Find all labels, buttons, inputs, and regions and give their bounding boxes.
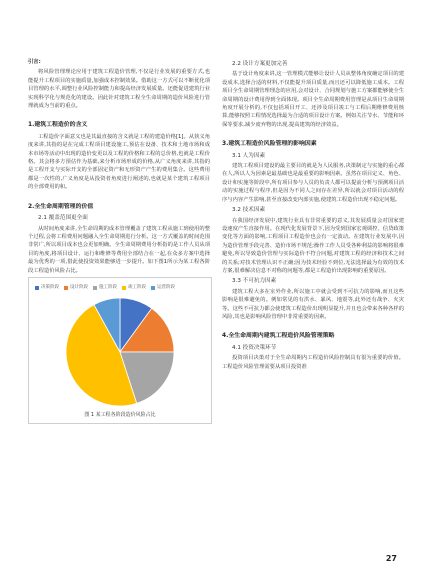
legend-label: 竣工阶段 — [128, 284, 146, 290]
section-3-3-paragraph: 建筑工程大多在室外作业,所以施工中就会受到不可抗力的影响,而且这些影响是很难避免的。例如常见的有洪水、暴风、地震等,此外还有战争、火灾等。这些不可抗力都会使建筑工程造价出现明显提升,并且也会带来各种各样的风险,其也是影响风险管理中非常重要的因素。 — [222, 288, 404, 320]
section-2-heading: 2.全生命周期管理的价值 — [28, 203, 94, 210]
intro-paragraph: 将风险管理理论应用于建筑工程造价管理,不仅是行业发展的重要方式,也能提升工程项目的实施质量,加强成本控制效果。借助这一方式可以不断优化项目管理的水平,调整行业风险控制能力和提高经济发展质量。还能促进建筑行业实现科学化与规范化的建设。因此针对建筑工程全生命周期的造价风险进行管理就成为当前的重点。 — [28, 69, 210, 110]
chart-legend — [35, 284, 207, 292]
subsection-3-1-heading: 3.1 人为因素 — [232, 152, 266, 159]
legend-item — [122, 284, 146, 292]
pie-chart-figure — [28, 277, 212, 424]
subsection-2-1-heading: 2.1 覆盖范围更全面 — [38, 215, 88, 222]
legend-label: 设计阶段 — [70, 284, 88, 290]
legend-swatch — [122, 286, 126, 290]
subsection-2-2-heading: 2.2 设计方案更加完善 — [232, 61, 288, 67]
right-column — [222, 58, 404, 372]
legend-swatch — [64, 286, 68, 290]
left-column — [28, 58, 210, 424]
section-3-1-paragraph: 建筑工程项目建设的最主要目的就是为人民服务,决策制定与实施的重心都在人,所以人为因素是最基础也是最重要的影响因素。虽然在项目定义、角色、设计和实施等阶段中,所有项目参与人员的负责人都可以提前分析与预测项目活动的实施过程与程序,但是因为不同人之间存在差异,所以就会对项目活动的程序与内容产生影响,甚至直接改变内部实施,使建筑工程造价出现不稳定问题。 — [222, 163, 404, 203]
page-number: 27 — [385, 554, 397, 563]
legend-label: 决策阶段 — [41, 284, 59, 290]
legend-item — [35, 284, 59, 292]
section-3-heading: 3.建筑工程造价风险管理的影响因素 — [222, 141, 317, 148]
section-2-2-paragraph: 基于设计角度来讲,这一管理模式能够让设计人员从整体角度确定项目的建设成本,选择合适的材料,不仅能提升项目质量,而且还可以降低施工成本。工程项目全生命周期管理理念的应用,会对设计、合同规划与施工方案都能够使全生命周期的设计费用得到全面体现。项目全生命周期费用管理是从项目生命周期角度开展分析的,不仅包括项目开工、还涉及项目竣工与工程后期维修费用核算,能够按照工程情况选择最为合适的项目设计方案。例如关注节水、节能和环保等要求,减少废弃物的出现,提高建筑的经济效益。 — [222, 71, 404, 128]
section-4-heading: 4.全生命周期内建筑工程造价风险管理策略 — [222, 333, 335, 340]
section-4-1-paragraph: 投资项目决策对于全生命周期内工程造价风险控制具有很为重要的价值。工程造价风险管理需要从项目投资准 — [222, 355, 404, 370]
pie-chart — [64, 296, 176, 408]
legend-item — [93, 284, 117, 292]
figure-caption: 图 1 某工程各阶段造价风险占比 — [84, 411, 156, 418]
legend-item — [151, 284, 175, 292]
legend-label: 施工阶段 — [99, 284, 117, 290]
legend-swatch — [35, 286, 39, 290]
subsection-3-3-heading: 3.3 不可抗力因素 — [232, 278, 277, 285]
subsection-3-2-heading: 3.2 技术因素 — [232, 207, 266, 214]
section-1-heading: 1.建筑工程造价的含义 — [28, 122, 88, 129]
section-2-1-paragraph: 从时间角度来讲,全生命周期的成本管理覆盖了建筑工程从施工到使用的整个过程,会将工程费用问题融入全生命周期进行分析。这一方式覆盖的时间范围非常广,所以项目成本也会更加明确。全生命周期费用分析指的是工作人员从项目的角度,将项目设计、运行和维修等费用全部结合在一起,在众多方案中选择最为优秀的一项,借此使投资效果能够进一步提升。如下图1所示为某工程各阶段工程造价风险占比。 — [28, 225, 210, 274]
legend-swatch — [93, 286, 97, 290]
section-1-paragraph: 工程造价字面意义也是其最直接的含义就是工程的建造价格[1]。从狭义角度来讲,其指的是在完成工程项目建设施工,预估在设备、技术和土地市场和成本市场等活动中出现的造价变更以及工程的价格和工程的总价格,也就是工程价格。其会将多方预估作为基础,来分析市场形成的价格,从广义角度来讲,其指的是工程开支与实际开支的全部固定资产和无形资产产生的费用集合。这些费用都是一次性的,广义角度是从投资者角度进行阐述的,也就是某个建筑工程项目的全部费用的和。 — [28, 133, 210, 191]
legend-item — [64, 284, 88, 292]
subsection-4-1-heading: 4.1 投资决策环节 — [232, 344, 277, 351]
legend-label: 运营阶段 — [157, 284, 175, 290]
section-3-2-paragraph: 在我国经济发展中,建筑行业具有非常重要的意义,其发展质量会对国家建设速度产生直接作用。在现代化发展背景下,因为受到国家宏观调控、信贷政策变化等方面的影响,工程项目工程造价也会有一定波动。在建筑行业发展中,因为造价管理手段完善、造价市场不规范;操作工作人员受各种利益的影响将很难避免,所以导致造价管理与实际造价不符合问题,对建筑工程的经济和技术之间的关系;对技术管理认识不正确;因为技术经验不到位,无法选择最为有效的技术方案,很难解决信息不对称的问题等,都是工程造价出现影响的重要原因。 — [222, 217, 404, 274]
intro-label: 引言: — [28, 59, 41, 65]
legend-swatch — [151, 286, 155, 290]
